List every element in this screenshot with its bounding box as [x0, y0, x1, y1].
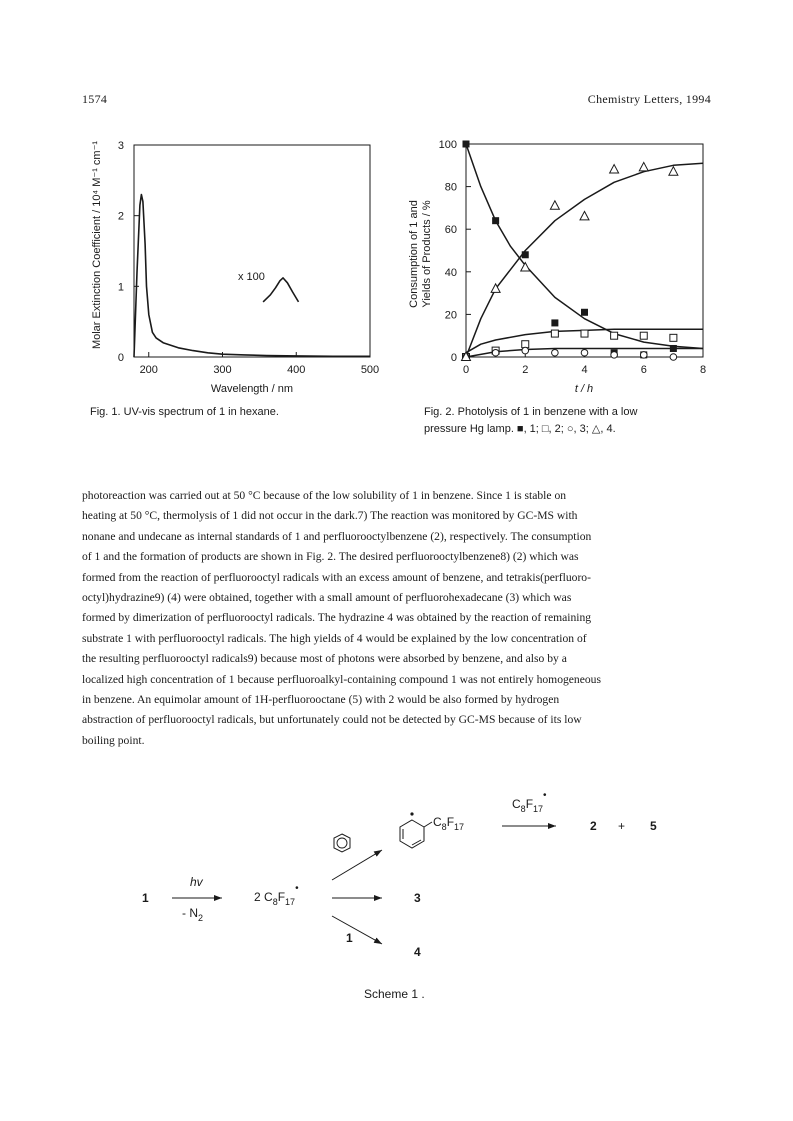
fig2-point-1: [581, 309, 588, 316]
fig1-inset-band: [263, 278, 298, 302]
body-line: heating at 50 °C, thermolysis of 1 did not occur in the dark.7) The reaction was monitored by GC-MS with: [82, 509, 578, 523]
fig2-point-1: [670, 345, 677, 352]
scheme-compound-3: 3: [414, 891, 421, 905]
fig2-xtick-label: 6: [640, 364, 647, 376]
fig2-point-4: [639, 162, 648, 171]
fig2-point-2: [522, 341, 529, 348]
scheme-compound-4: 4: [414, 945, 421, 959]
fig2-point-2: [611, 332, 618, 339]
fig2-xtick-label: 8: [699, 364, 707, 376]
fig2-ylabel-line2: Yields of Products / %: [421, 200, 433, 308]
body-line: photoreaction was carried out at 50 °C because of the low solubility of 1 in benzene. Since 1 is stable on: [82, 489, 567, 502]
fig2-xtick-label: 2: [522, 364, 529, 376]
body-line: formed from the reaction of perfluorooctyl radicals with an excess amount of benzene, and tetrakis(perfluoro-: [82, 570, 591, 584]
fig2-xtick-label: 0: [462, 364, 470, 376]
fig1-ytick-label: 3: [117, 140, 124, 152]
fig2-xtick-label: 4: [581, 364, 588, 376]
fig1-plot-frame: [134, 145, 370, 357]
scheme-1: [120, 790, 680, 1015]
fig2-point-2: [551, 330, 558, 337]
fig2-point-3: [611, 352, 618, 359]
scheme-hv-label: hv: [190, 875, 203, 889]
fig2-point-3: [670, 354, 677, 361]
fig1-ytick-label: 1: [117, 281, 124, 294]
scheme-compound-2: 2: [590, 819, 597, 833]
body-line: abstraction of perfluorooctyl radicals, but unfortunately could not be detected by GC-MS because of its low: [82, 713, 582, 727]
fig2-point-3: [522, 347, 529, 354]
scheme-caption: Scheme 1 .: [364, 987, 425, 1001]
fig2-point-1: [551, 319, 558, 326]
body-line: substrate 1 with perfluorooctyl radicals. The high yields of 4 would be explained by the low concentration of: [82, 631, 587, 645]
journal-header: Chemistry Letters, 1994: [587, 92, 711, 106]
scheme-compound-5: 5: [650, 819, 657, 833]
body-line: octyl)hydrazine9) (4) were obtained, together with a small amount of perfluorohexadecane (3) which was: [82, 591, 572, 605]
fig2-point-3: [492, 349, 499, 356]
scheme-radical: 2 $C_8F_{17}^•$: [254, 883, 299, 907]
fig1-xtick-label: 300: [213, 364, 232, 376]
scheme-reagent-1: 1: [346, 931, 353, 945]
fig2-point-4: [610, 165, 619, 174]
fig2-ylabel-line1: Consumption of 1 and: [408, 200, 420, 308]
fig2-point-4: [580, 211, 589, 220]
body-line: the resulting perfluorooctyl radicals9) because most of photons were absorbed by benzene, and also by a: [82, 652, 567, 666]
figure-1-uv-spectrum: [82, 128, 392, 398]
scheme-minus-n2: - $N_2$: [182, 906, 204, 923]
fig2-point-1: [492, 217, 499, 224]
fig2-xlabel: t / h: [574, 383, 594, 395]
benzene-reagent-icon: [334, 834, 350, 852]
scheme-radical-reagent: $C_8F_{17}^•$: [512, 790, 547, 814]
fig2-point-4: [521, 263, 530, 272]
body-line: of 1 and the formation of products are shown in Fig. 2. The desired perfluorooctylbenzene8) (2) which was: [82, 550, 579, 564]
fig2-fit-curve: [466, 144, 703, 349]
fig2-point-3: [552, 349, 559, 356]
fig2-point-1: [522, 251, 529, 258]
fig2-point-2: [670, 334, 677, 341]
fig1-xtick-label: 200: [139, 364, 158, 376]
fig1-xtick-label: 400: [287, 364, 306, 376]
fig2-point-4: [550, 201, 559, 210]
scheme-arrow-to-4: [332, 916, 382, 944]
fig1-ytick-label: 2: [117, 210, 124, 223]
body-line: nonane and undecane as internal standards of 1 and perfluorooctylbenzene (2), respectively. The consumption: [82, 529, 592, 543]
scheme-compound-1: 1: [142, 891, 149, 905]
fig1-inset-label: x 100: [238, 271, 265, 283]
fig1-ytick-label: 0: [117, 352, 124, 364]
cyclohexadienyl-radical-icon: [400, 812, 432, 848]
fig2-point-1: [463, 141, 470, 148]
fig2-ytick-label: 0: [450, 352, 457, 364]
fig2-point-2: [581, 330, 588, 337]
fig1-xlabel: Wavelength / nm: [210, 383, 294, 395]
fig1-ylabel: Molar Extinction Coefficient / 10⁴ M⁻¹ cm⁻¹: [91, 140, 103, 350]
body-line: in benzene. An equimolar amount of 1H-perfluorooctane (5) with 2 would be also formed by hydrogen: [82, 693, 560, 707]
scheme-plus: +: [618, 819, 626, 833]
fig2-point-4: [669, 167, 678, 176]
fig1-y-axis-label: [91, 141, 103, 349]
fig2-ytick-label: 60: [444, 224, 457, 237]
fig2-point-3: [640, 352, 647, 359]
body-line: localized high concentration of 1 because perfluoroalkyl-containing compound 1 was not entirely homogeneous: [82, 672, 601, 686]
body-line: formed by dimerization of perfluorooctyl radicals. The hydrazine 4 was obtained by the reaction of remaining: [82, 611, 592, 625]
fig1-xtick-label: 500: [360, 364, 380, 376]
fig2-fit-curve: [466, 163, 703, 357]
fig2-ytick-label: 80: [444, 181, 457, 194]
figure-2-caption-line1: Fig. 2. Photolysis of 1 in benzene with a low: [424, 406, 638, 418]
fig2-ytick-label: 40: [444, 266, 457, 279]
figure-2-photolysis-plot: [398, 128, 718, 398]
body-paragraph: [82, 486, 712, 751]
fig2-ytick-label: 20: [444, 309, 457, 322]
fig2-plot-frame: [466, 144, 703, 357]
body-line: boiling point.: [82, 733, 145, 747]
scheme-arrow-to-adduct: [332, 850, 382, 880]
scheme-c8f17-substituent: $C_8F_{17}$: [433, 815, 465, 832]
figure-2-caption-line2: pressure Hg lamp. ■, 1; □, 2; ○, 3; △, 4.: [424, 423, 616, 435]
fig2-point-2: [640, 332, 647, 339]
figure-1-caption: Fig. 1. UV-vis spectrum of 1 in hexane.: [90, 406, 279, 418]
fig2-ytick-label: 100: [438, 139, 457, 151]
fig2-point-3: [581, 349, 588, 356]
page-number: 1574: [82, 92, 108, 106]
